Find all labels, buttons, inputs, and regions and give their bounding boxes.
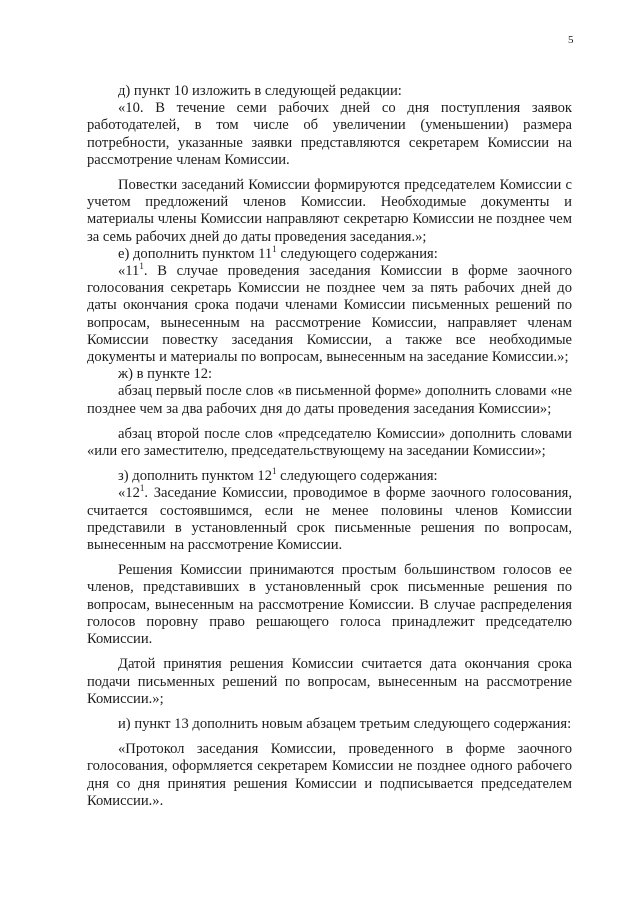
paragraph-d: д) пункт 10 изложить в следующей редакции: — [118, 83, 402, 99]
paragraph-point-12-1 — [87, 485, 572, 554]
paragraph-point-10: «10. В течение семи рабочих дней со дня поступления заявок работодателей, в том числе об увеличении (уменьшении) размера потребности, указанные заявки представляются секретарем Комиссии на рассмотрение членам Комиссии. — [87, 100, 572, 168]
text-run: «12 — [118, 485, 140, 502]
paragraph-second-abzac: абзац второй после слов «председателю Комиссии» дополнить словами «или его заместителю, председательствующему на заседании Комиссии»; — [87, 425, 572, 460]
paragraph-decisions: Решения Комиссии принимаются простым большинством голосов ее членов, представивших в установленный срок письменные решения по вопросам, вынесенным на рассмотрение Комиссии. В случае распределения голосов поровну право решающего голоса принадлежит председателю Комиссии. — [87, 562, 572, 648]
superscript: 1 — [272, 243, 277, 254]
superscript: 1 — [139, 483, 145, 494]
text-run: . В случае проведения заседания Комиссии в форме заочного голосования секретарь Комиссии не позднее чем за пять рабочих дней до даты окончания срока подачи членами Комиссии письменных решений по вопросам, вынесенным на рассмотрение Комиссии, направляет членам Комиссии повестку заседания Комиссии, а также все необходимые документы и материалы по вопросам, вынесенным на заседание Комиссии.»; — [87, 263, 572, 366]
text-run: е) дополнить пунктом 11 — [118, 245, 273, 262]
superscript: 1 — [139, 261, 144, 272]
paragraph-e — [87, 243, 572, 263]
text-run: з) дополнить пунктом 12 — [118, 468, 272, 485]
text-run: «11 — [118, 263, 140, 280]
paragraph-first-abzac: абзац первый после слов «в письменной форме» дополнить словами «не позднее чем за два рабочих дня до даты проведения заседания Комиссии»; — [87, 383, 572, 417]
paragraph-decision-date: Датой принятия решения Комиссии считается дата окончания срока подачи письменных решений по вопросам, вынесенным на рассмотрение Комиссии.»; — [87, 656, 572, 707]
paragraph-protocol: «Протокол заседания Комиссии, проведенного в форме заочного голосования, оформляется секретарем Комиссии не позднее одного рабочего дня со дня принятия решения Комиссии и подписывается председателем Комиссии.». — [87, 741, 572, 809]
page-number: 5 — [568, 34, 574, 46]
paragraph-z — [87, 468, 572, 485]
text-run: . Заседание Комиссии, проводимое в форме заочного голосования, считается состоявшимся, если не менее половины членов Комиссии представили в установленный срок письменные решения по вопросам, вынесенным на рассмотрение Комиссии. — [87, 485, 572, 554]
paragraph-point-11-1 — [87, 263, 572, 366]
superscript: 1 — [272, 466, 277, 477]
paragraph-i: и) пункт 13 дополнить новым абзацем третьим следующего содержания: — [118, 715, 572, 732]
text-run: следующего содержания: — [276, 245, 438, 262]
document-body — [87, 83, 572, 810]
text-run: следующего содержания: — [276, 468, 438, 485]
paragraph-zh: ж) в пункте 12: — [118, 366, 213, 383]
paragraph-agenda: Повестки заседаний Комиссии формируются председателем Комиссии с учетом предложений членов Комиссии. Необходимые документы и материалы члены Комиссии направляют секретарю Комиссии не позднее чем за семь рабочих дней до даты проведения заседания.»; — [87, 177, 572, 245]
